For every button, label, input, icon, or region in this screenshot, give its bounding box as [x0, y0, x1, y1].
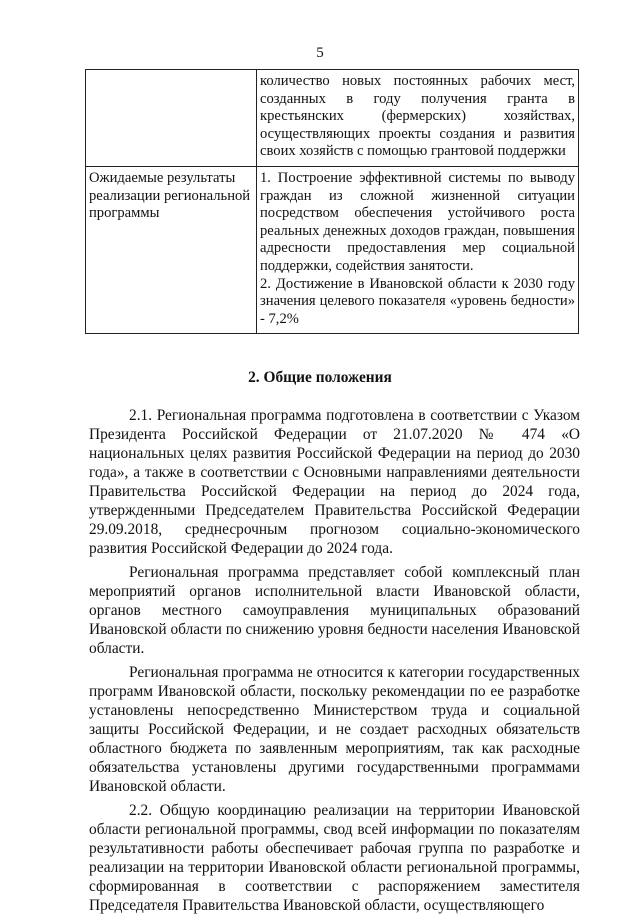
body-text: [89, 406, 580, 920]
paragraph: Региональная программа не относится к категории государственных программ Ивановской области, поскольку рекомендации по ее разработке установлены непосредственно Министерством труда и социальной защиты Российской Федерации, и не создает расходных обязательств областного бюджета по заявленным мероприятиям, так как расходные обязательства установлены другими государственными программами Ивановской области.: [89, 664, 580, 795]
section-title: 2. Общие положения: [248, 369, 392, 386]
table-cell-label: Ожидаемые результаты реализации региональной программы: [86, 166, 257, 333]
page-number: 5: [316, 45, 324, 61]
table-cell-label: [86, 70, 257, 167]
program-passport-table: [85, 69, 579, 334]
table-row: [86, 166, 579, 333]
table-cell-text: 2. Достижение в Ивановской области к 2030 году значения целевого показателя «уровень бедности» - 7,2%: [260, 275, 575, 327]
paragraph: 2.2. Общую координацию реализации на территории Ивановской области региональной программы, свод всей информации по показателям результативности работы обеспечивает рабочая группа по разработке и реализации на территории Ивановской области региональной программы, сформированная в соответствии с распоряжением заместителя Председателя Правительства Ивановской области, осуществляющего: [89, 802, 580, 914]
table-cell-text: количество новых постоянных рабочих мест, созданных в году получения гранта в крестьянских (фермерских) хозяйствах, осуществляющих проекты создания и развития своих хозяйств с помощью грантовой поддержки: [260, 73, 575, 160]
table-row: [86, 70, 579, 167]
table-cell-value: [257, 166, 579, 333]
table-cell-text: 1. Построение эффективной системы по выводу граждан из сложной жизненной ситуации посредством обеспечения устойчивого роста реальных денежных доходов граждан, повышения адресности предоставления мер социальной поддержки, содействия занятости.: [260, 169, 575, 274]
paragraph: Региональная программа представляет собой комплексный план мероприятий органов исполнительной власти Ивановской области, органов местного самоуправления муниципальных образований Ивановской области по снижению уровня бедности населения Ивановской области.: [89, 564, 580, 657]
table-cell-value: [257, 70, 579, 167]
paragraph: 2.1. Региональная программа подготовлена в соответствии с Указом Президента Российской Федерации от 21.07.2020 № 474 «О национальных целях развития Российской Федерации на период до 2030 года», а также в соответствии с Основными направлениями деятельности Правительства Российской Федерации на период до 2024 года, утвержденными Председателем Правительства Российской Федерации 29.09.2018, среднесрочным прогнозом социально-экономического развития Российской Федерации до 2024 года.: [89, 407, 580, 557]
